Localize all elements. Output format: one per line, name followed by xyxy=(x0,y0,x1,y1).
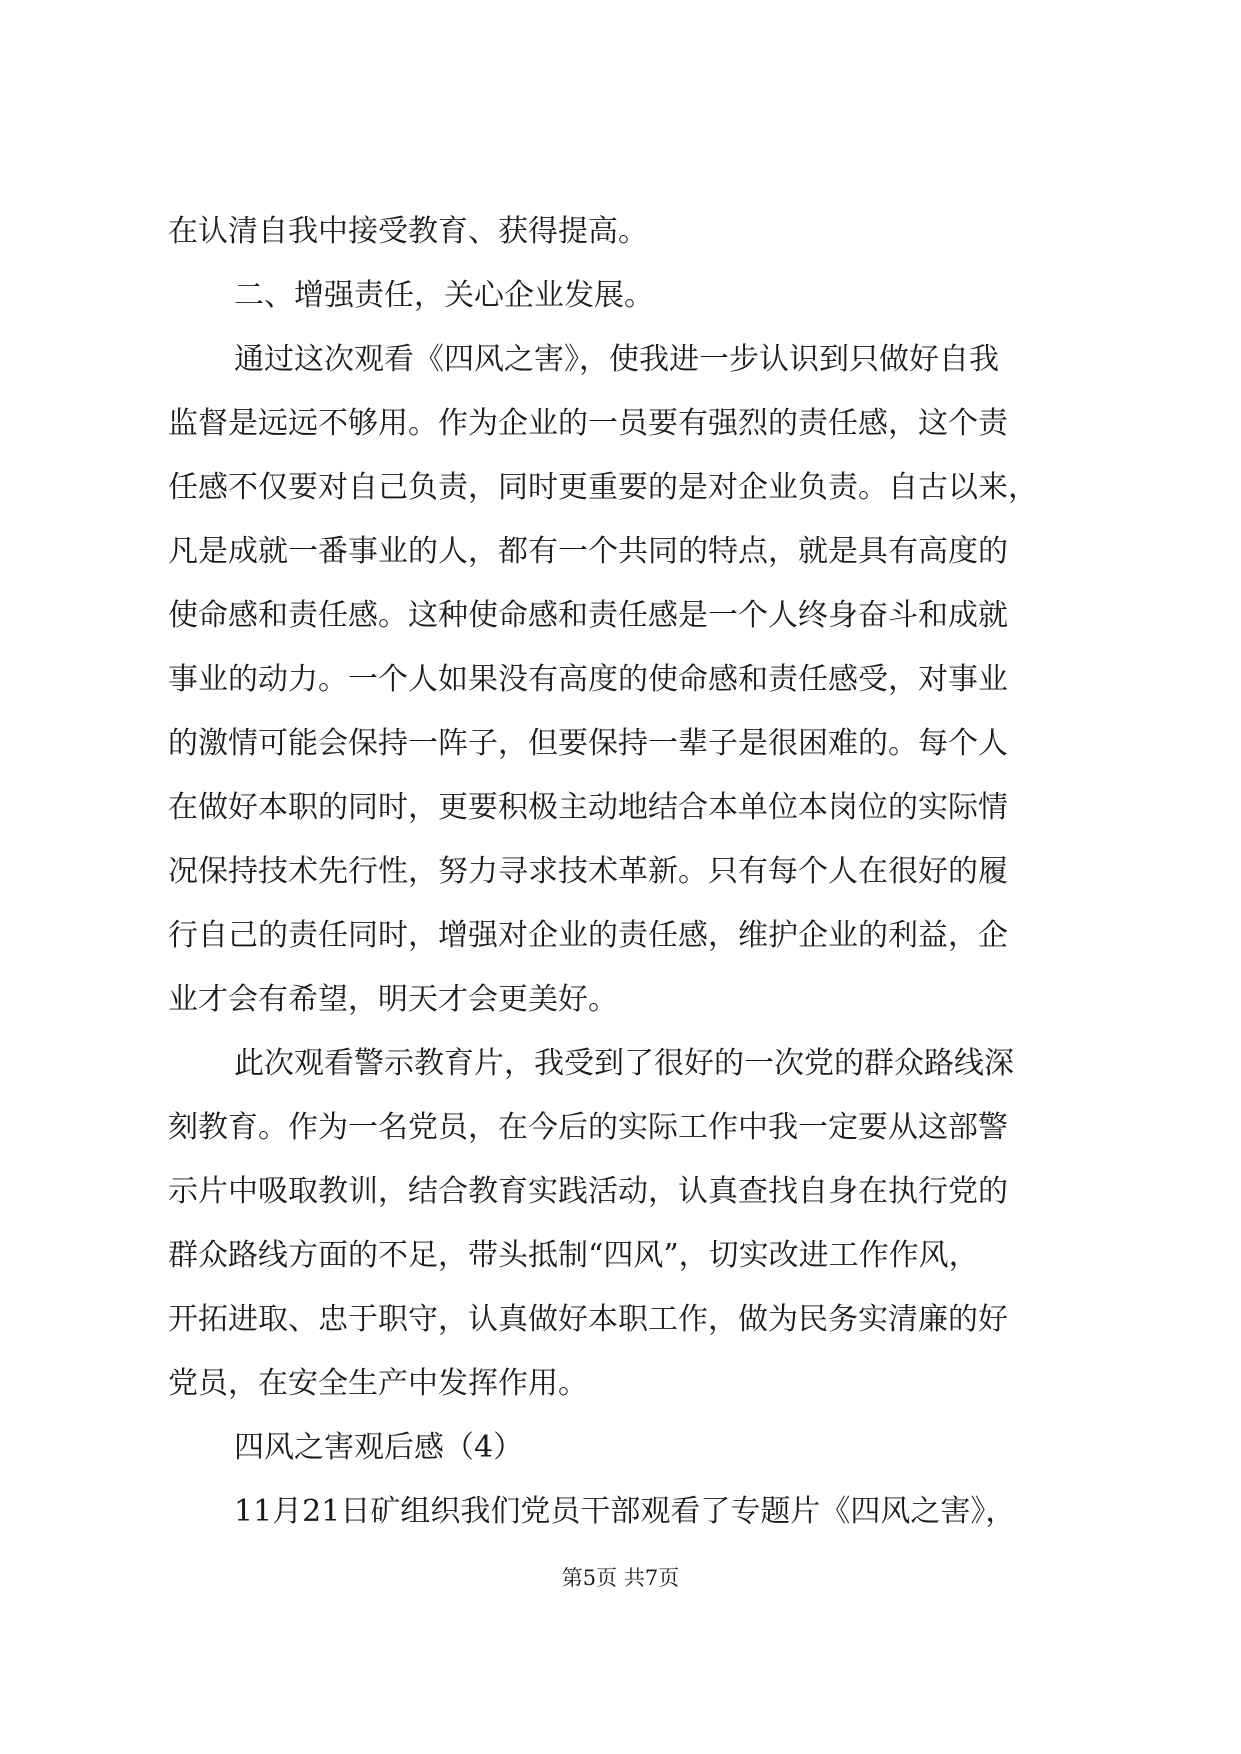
text-line: 监督是远远不够用。作为企业的一员要有强烈的责任感，这个责 xyxy=(168,406,1008,441)
text-line: 的激情可能会保持一阵子，但要保持一辈子是很困难的。每个人 xyxy=(168,726,1008,761)
document-body xyxy=(168,200,1073,1544)
text-line: 示片中吸取教训，结合教育实践活动，认真查找自身在执行党的 xyxy=(168,1174,1008,1209)
text-line: 11月21日矿组织我们党员干部观看了专题片《四风之害》， xyxy=(234,1494,1016,1529)
text-line: 况保持技术先行性，努力寻求技术革新。只有每个人在很好的履 xyxy=(168,854,1008,889)
text-line: 业才会有希望，明天才会更美好。 xyxy=(168,982,618,1017)
text-line: 刻教育。作为一名党员，在今后的实际工作中我一定要从这部警 xyxy=(168,1110,1008,1145)
text-line: 事业的动力。一个人如果没有高度的使命感和责任感受，对事业 xyxy=(168,662,1008,697)
article-title: 四风之害观后感（4） xyxy=(234,1430,524,1465)
text-line: 群众路线方面的不足，带头抵制“四风”，切实改进工作作风， xyxy=(168,1238,979,1273)
text-line: 开拓进取、忠于职守，认真做好本职工作，做为民务实清廉的好 xyxy=(168,1302,1008,1337)
text-line: 行自己的责任同时，增强对企业的责任感，维护企业的利益，企 xyxy=(168,918,1008,953)
text-line: 在认清自我中接受教育、获得提高。 xyxy=(168,214,648,249)
section-heading: 二、增强责任，关心企业发展。 xyxy=(234,278,654,313)
text-line: 此次观看警示教育片，我受到了很好的一次党的群众路线深 xyxy=(234,1046,1014,1081)
page-footer: 第5页 共7页 xyxy=(561,1566,680,1590)
text-line: 任感不仅要对自己负责，同时更重要的是对企业负责。自古以来， xyxy=(168,470,1038,505)
text-line: 通过这次观看《四风之害》，使我进一步认识到只做好自我 xyxy=(234,342,999,377)
text-line: 凡是成就一番事业的人，都有一个共同的特点，就是具有高度的 xyxy=(168,534,1008,569)
text-line: 党员，在安全生产中发挥作用。 xyxy=(168,1366,588,1401)
text-line: 在做好本职的同时，更要积极主动地结合本单位本岗位的实际情 xyxy=(168,790,1008,825)
text-line: 使命感和责任感。这种使命感和责任感是一个人终身奋斗和成就 xyxy=(168,598,1008,633)
